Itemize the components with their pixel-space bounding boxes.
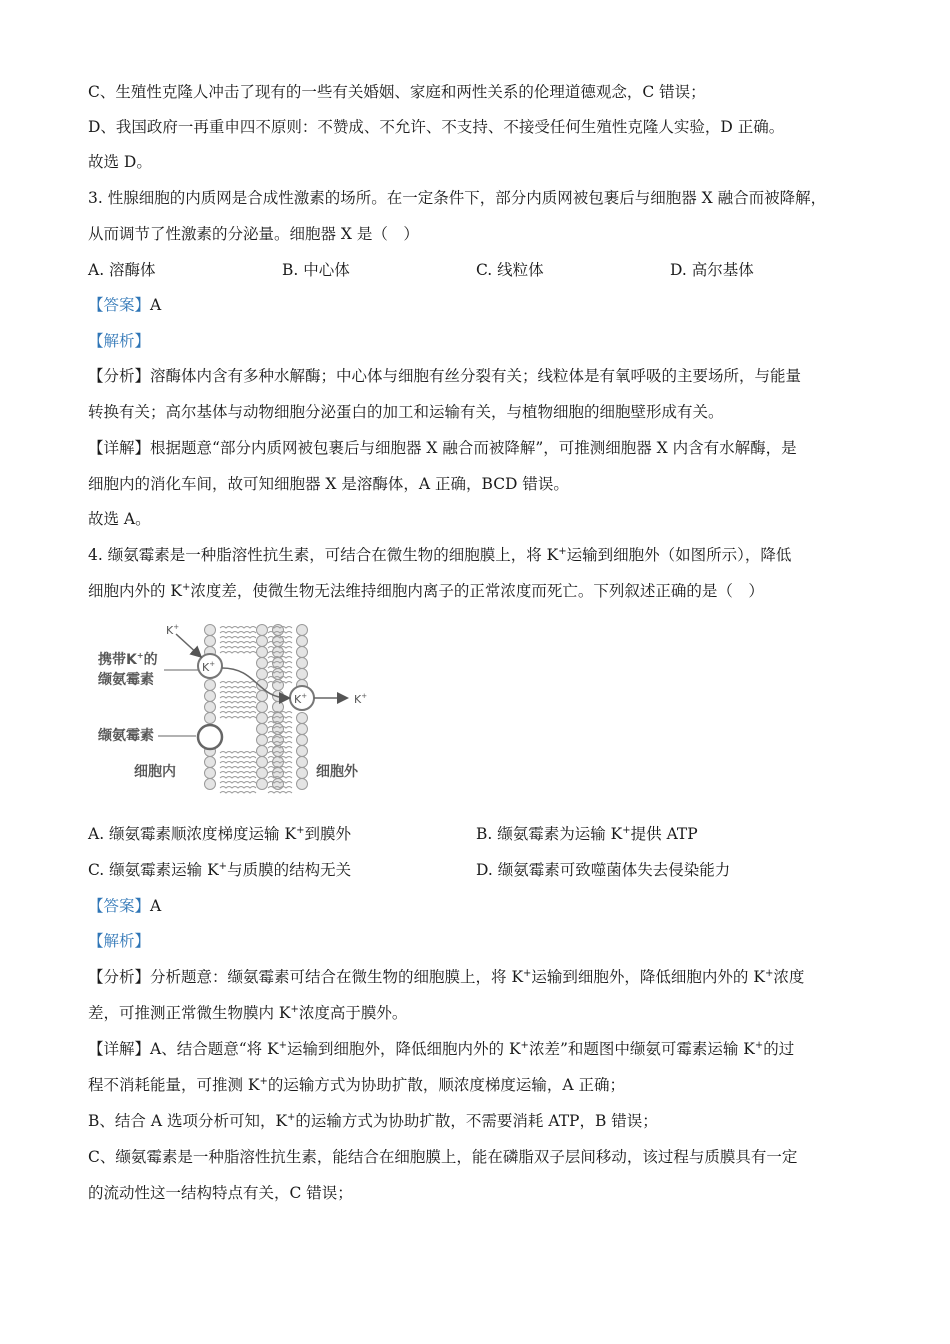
phospholipid-head [257,658,268,669]
stem-text: 细胞内外的 K [88,582,183,600]
stem-text: 浓度差，使微生物无法维持细胞内离子的正常浓度而死亡。下列叙述正确的是（ ） [190,582,764,600]
fenxi-text: 溶酶体内含有多种水解酶；中心体与细胞有丝分裂有关；线粒体是有氧呼吸的主要场所，与能量 [150,367,802,385]
carrier-label-line2: 缬氨霉素 [98,672,154,688]
answer-tag: 【答案】 [88,296,151,314]
q3-xiangjie-line2: 细胞内的消化车间，故可知细胞器 X 是溶酶体，A 正确，BCD 错误。 [88,475,569,493]
q4-xiangjie-line3: B、结合 A 选项分析可知，K+的运输方式为协助扩散，不需要消耗 ATP，B 错误； [88,1112,658,1130]
phospholipid-head [257,702,268,713]
phospholipid-head [257,713,268,724]
lipid-tail [220,752,256,754]
phospholipid-head [205,636,216,647]
lipid-tail [220,782,256,784]
q3-option-d: D. 高尔基体 [670,261,754,279]
valinomycin-membrane-figure [92,618,382,800]
phospholipid-head [257,636,268,647]
k-ion-label-top: K+ [166,623,180,637]
phospholipid-head [205,779,216,790]
superscript-plus: + [182,582,191,593]
carrier-k-right-text: K+ [294,692,308,706]
lipid-tail [220,777,256,779]
phospholipid-head [257,779,268,790]
carrier-label-line1: 携带K+的 [98,651,158,668]
prev-option-c-text: C、生殖性克隆人冲击了现有的一些有关婚姻、家庭和两性关系的伦理道德观念，C 错误； [88,83,706,101]
phospholipid-head [297,625,308,636]
q4-option-c: C. 缬氨霉素运输 K+与质膜的结构无关 [88,861,352,879]
lipid-tail [220,767,256,769]
q3-fenxi-line2: 转换有关；高尔基体与动物细胞分泌蛋白的加工和运输有关，与植物细胞的细胞壁形成有关。 [88,403,724,421]
fenxi-tag: 【分析】 [88,367,151,385]
xiangjie-text: 根据题意“部分内质网被包裹后与细胞器 X 融合而被降解”，可推测细胞器 X 内含有水解酶，是 [150,439,797,457]
inside-label: 细胞内 [134,764,176,780]
phospholipid-head [205,691,216,702]
valinomycin-label: 缬氨霉素 [98,728,154,744]
phospholipid-head [257,669,268,680]
q4-fenxi-line1: 【分析】分析题意：缬氨霉素可结合在微生物的细胞膜上，将 K+运输到细胞外，降低细胞内外的 K+浓度 [88,968,805,986]
lipid-tail [220,682,256,684]
q3-fenxi-line1 [88,366,801,386]
phospholipid-head [297,735,308,746]
phospholipid-head [257,724,268,735]
q4-option-d: D. 缬氨霉素可致噬菌体失去侵染能力 [476,861,731,879]
stem-text: 4. 缬氨霉素是一种脂溶性抗生素，可结合在微生物的细胞膜上，将 K [88,546,559,564]
q4-fenxi-line2: 差，可推测正常微生物膜内 K+浓度高于膜外。 [88,1004,408,1022]
phospholipid-head [257,735,268,746]
lipid-tail [220,627,256,629]
phospholipid-head [205,702,216,713]
prev-choose-text: 故选 D。 [88,153,152,171]
q4-xiangjie-line1: 【详解】A、结合题意“将 K+运输到细胞外，降低细胞内外的 K+浓差”和题图中缬氨可霉素运输 K+的过 [88,1040,795,1058]
q4-xiangjie-line2: 程不消耗能量，可推测 K+的运输方式为协助扩散，顺浓度梯度运输，A 正确； [88,1076,626,1094]
phospholipid-head [297,746,308,757]
phospholipid-head [297,658,308,669]
lipid-tail [220,632,256,634]
phospholipid-head [205,757,216,768]
jiexi-tag: 【解析】 [88,332,151,350]
k-ion-label-right: K+ [354,692,368,706]
k-entry-arrow [176,634,200,656]
phospholipid-head [205,768,216,779]
answer-value: A [150,897,162,915]
q4-stem-line2 [88,581,764,601]
q3-choose-text: 故选 A。 [88,510,151,528]
q3-answer [88,295,161,315]
q3-stem-line1: 3. 性腺细胞的内质网是合成性激素的场所。在一定条件下，部分内质网被包裹后与细胞器 X 融合而被降解， [88,189,827,207]
superscript-plus: + [558,546,567,557]
phospholipid-head [205,680,216,691]
phospholipid-head [257,691,268,702]
q4-xiangjie-line5: 的流动性这一结构特点有关，C 错误； [88,1184,353,1202]
valinomycin-circle [198,725,222,749]
phospholipid-head [297,757,308,768]
q3-stem-line2: 从而调节了性激素的分泌量。细胞器 X 是（ ） [88,225,419,243]
lipid-tail [220,757,256,759]
phospholipid-head [257,647,268,658]
answer-tag: 【答案】 [88,897,151,915]
lipid-tail [220,642,256,644]
lipid-tail [220,697,256,699]
phospholipid-head [297,647,308,658]
q4-xiangjie-line4: C、缬氨霉素是一种脂溶性抗生素，能结合在细胞膜上，能在磷脂双子层间移动，该过程与质膜具有一定 [88,1148,798,1166]
q3-option-a: A. 溶酶体 [88,261,156,279]
q4-answer [88,896,161,916]
lipid-tail [220,792,256,794]
q3-jiexi-tag [88,331,150,351]
phospholipid-head [273,702,284,713]
lipid-tail [220,772,256,774]
phospholipid-head [257,757,268,768]
lipid-tail [220,762,256,764]
lipid-tail [220,712,256,714]
q4-option-a: A. 缬氨霉素顺浓度梯度运输 K+到膜外 [88,825,351,843]
q3-option-b: B. 中心体 [282,261,350,279]
q3-xiangjie-line1 [88,438,797,458]
phospholipid-head [205,713,216,724]
phospholipid-head [297,724,308,735]
q4-option-b: B. 缬氨霉素为运输 K+提供 ATP [476,825,698,843]
lipid-tail [220,787,256,789]
lipid-tail [220,702,256,704]
q4-jiexi-tag [88,931,150,951]
q3-option-c: C. 线粒体 [476,261,544,279]
xiangjie-tag: 【详解】 [88,439,151,457]
prev-option-d-text: D、我国政府一再重申四不原则：不赞成、不允许、不支持、不接受任何生殖性克隆人实验，D 正确。 [88,118,785,136]
jiexi-tag: 【解析】 [88,932,151,950]
phospholipid-head [297,713,308,724]
phospholipid-head [205,625,216,636]
lipid-tail [220,692,256,694]
lipid-tail [220,652,256,654]
lipid-tail [220,707,256,709]
phospholipid-head [297,636,308,647]
lipid-tail [220,637,256,639]
outside-label: 细胞外 [316,764,358,780]
phospholipid-head [257,768,268,779]
phospholipid-head [257,746,268,757]
phospholipid-head [257,625,268,636]
phospholipid-head [297,669,308,680]
answer-value: A [150,296,162,314]
stem-text: 运输到细胞外（如图所示），降低 [566,546,792,564]
phospholipid-head [297,768,308,779]
phospholipid-head [297,779,308,790]
q4-stem-line1 [88,545,791,565]
lipid-tail [220,687,256,689]
lipid-tail [220,717,256,719]
carrier-k-text: K+ [202,660,216,674]
lipid-tail [220,647,256,649]
lipid-tail [268,792,292,794]
